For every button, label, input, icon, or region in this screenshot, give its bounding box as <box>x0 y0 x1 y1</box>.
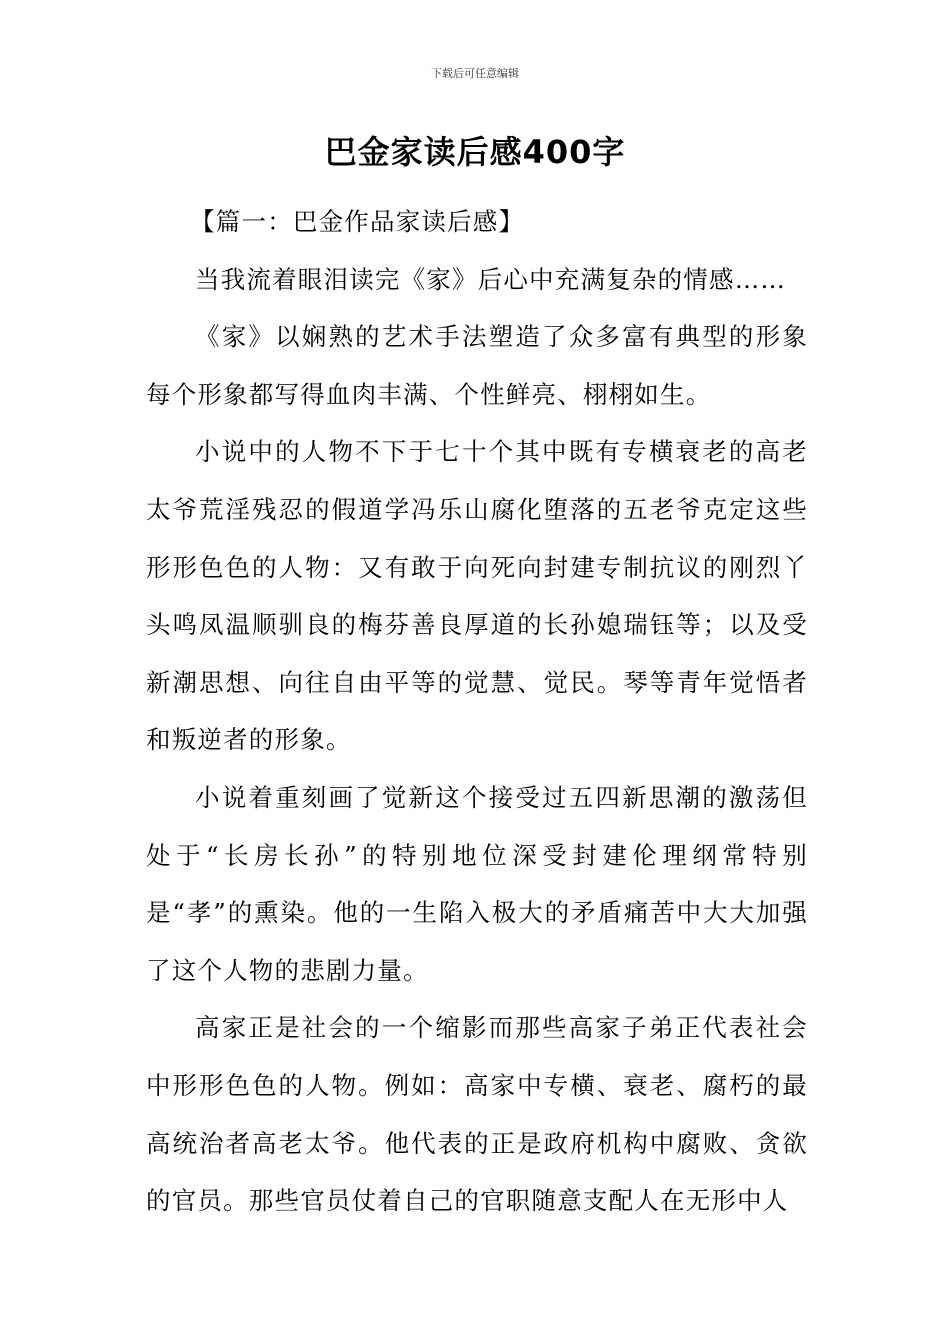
section-heading: 【篇一：巴金作品家读后感】 <box>190 207 525 236</box>
paragraph-intro: 当我流着眼泪读完《家》后心中充满复杂的情感…… <box>195 264 787 294</box>
document-title: 巴金家读后感400字 <box>324 133 626 171</box>
header-note: 下载后可任意编辑 <box>431 67 519 80</box>
paragraph-gao-family: 高家正是社会的一个缩影而那些高家子弟正代表社会中形形色色的人物。例如：高家中专横、衰老、腐朽的最高统治者高老太爷。他代表的正是政府机构中腐败、贪欲的官员。那些官员仗着自己的官职随意支配人在无形中人 <box>146 1013 808 1216</box>
paragraph-character-list: 小说中的人物不下于七十个其中既有专横衰老的高老太爷荒淫残忍的假道学冯乐山腐化堕落的五老爷克定这些形形色色的人物：又有敢于向死向封建专制抗议的刚烈丫头鸣凤温顺驯良的梅芬善良厚道的长孙媳瑞钰等；以及受新潮思想、向往自由平等的觉慧、觉民。琴等青年觉悟者和叛逆者的形象。 <box>146 437 808 755</box>
document-body <box>146 193 808 1230</box>
paragraph-juexin: 小说着重刻画了觉新这个接受过五四新思潮的激荡但处于“长房长孙”的特别地位深受封建伦理纲常特别是“孝”的熏染。他的一生陷入极大的矛盾痛苦中大大加强了这个人物的悲剧力量。 <box>146 782 808 985</box>
paragraph-characters-overview: 《家》以娴熟的艺术手法塑造了众多富有典型的形象每个形象都写得血肉丰满、个性鲜亮、栩栩如生。 <box>146 322 808 409</box>
